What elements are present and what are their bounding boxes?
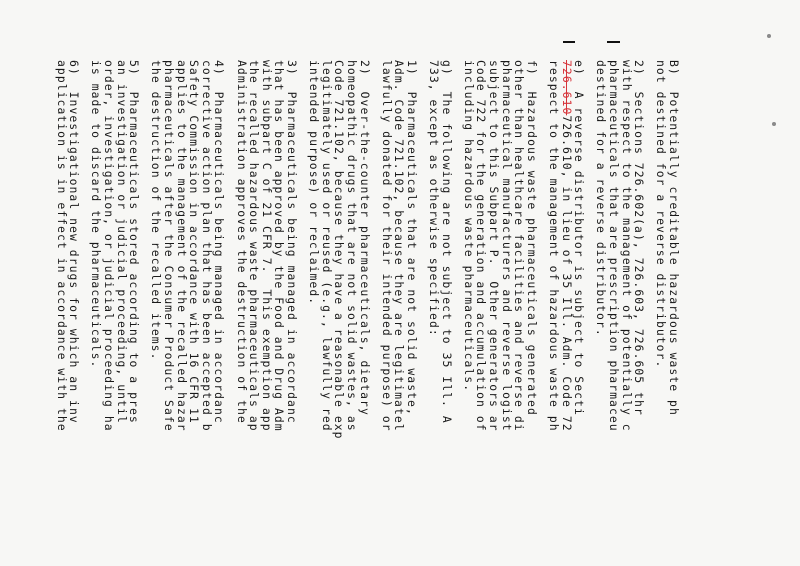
paragraph	[90, 60, 140, 566]
text-line: 1) Pharmaceuticals that are not solid waste,	[404, 60, 419, 416]
text-line: is made to discard the pharmaceuticals.	[89, 60, 104, 369]
text-line: B) Potentially creditable hazardous waste ph	[667, 60, 681, 416]
paragraph	[655, 60, 680, 566]
scan-mark	[563, 41, 575, 43]
paragraph	[380, 60, 418, 566]
text-line: Code 721.102, because they have a reasonable exp	[332, 60, 347, 440]
text-line: Adm. Code 721.102, because they are legitimatel	[392, 60, 407, 432]
text-line	[560, 60, 573, 566]
text-line: with subpart C of 21 CFR 7. This exemption app	[259, 60, 274, 432]
text-line: 5) Pharmaceuticals stored according to a pres	[127, 60, 142, 424]
text-line: 6) Investigational new drugs for which an inv	[67, 60, 82, 424]
text-line: intended purpose) or reclaimed.	[307, 60, 322, 306]
text-line: 3) Pharmaceuticals being managed in accordanc	[285, 60, 299, 424]
rotated-document-text	[46, 60, 680, 566]
text-line: lawfully donated for their intended purpose) or	[379, 60, 394, 432]
text-line: not destined for a reverse distributor.	[654, 60, 669, 369]
paragraph	[428, 60, 453, 566]
text-line: pharmaceuticals that are prescription pharmaceu	[607, 60, 622, 432]
text-line: corrective action plan that has been accepted b	[199, 60, 214, 432]
scan-speck	[767, 34, 771, 38]
text-line: Administration approves the destruction of the	[234, 60, 249, 424]
paragraph	[308, 60, 371, 566]
text-line: other than healthcare facilities and reverse di	[512, 60, 527, 432]
text-line: destined for a reverse distributor.	[594, 60, 609, 337]
text-line: legitimately used or reused (e.g., lawfully red	[319, 60, 334, 432]
text-line: g) The following are not subject to 35 Ill. A	[439, 60, 454, 424]
inserted-text: 726.610, in lieu of 35 Ill. Adm. Code 72	[559, 115, 574, 432]
scan-speck	[772, 122, 776, 126]
scan-mark	[607, 41, 620, 43]
text-line: the destruction of the recalled items.	[149, 60, 164, 361]
text-line: 733, except as otherwise specified:	[427, 60, 442, 337]
text-line: f) Hazardous waste pharmaceuticals generated	[524, 60, 539, 416]
text-line: e) A reverse distributor is subject to Secti	[572, 60, 587, 416]
paragraph	[235, 60, 298, 566]
text-line: subject to this Subpart P. Other generators ar	[487, 60, 502, 432]
text-line: Safety Commission in accordance with 16 CFR 11	[187, 60, 202, 424]
text-line: the recalled hazardous waste pharmaceuticals ap	[247, 60, 262, 432]
text-line: order, investigation, or judicial proceeding ha	[102, 60, 117, 432]
text-line: pharmaceutical manufacturers and reverse logist	[499, 60, 514, 432]
paragraph	[547, 60, 585, 566]
text-line: 2) Over-the-counter pharmaceuticals, dietary	[357, 60, 372, 416]
paragraph	[55, 60, 80, 566]
text-line: respect to the management of hazardous waste ph	[547, 60, 562, 432]
struck-text: 726.610	[559, 60, 574, 116]
text-line: an investigation or judicial proceeding, until	[114, 60, 129, 424]
text-line: 4) Pharmaceuticals being managed in accordanc	[212, 60, 227, 424]
text-line: with respect to the management of potentially c	[619, 60, 634, 432]
text-line: including hazardous waste pharmaceuticals.	[461, 60, 476, 393]
paragraph	[462, 60, 538, 566]
text-line: applies to the management of the recalled hazar	[174, 60, 189, 432]
paragraph	[150, 60, 226, 566]
text-line: pharmaceuticals after the Consumer Product Safe	[162, 60, 177, 432]
paragraph	[595, 60, 645, 566]
text-line: 2) Sections 726.602(a), 726.603, 726.605 thr	[632, 60, 647, 416]
text-line: homeopathic drugs that are not solid wastes, as	[344, 60, 359, 432]
text-line: Code 722 for the generation and accumulation of	[474, 60, 489, 432]
text-line: application is in effect in accordance with the	[54, 60, 69, 432]
text-line: that has been approved by the Food and Drug Adm	[272, 60, 287, 432]
